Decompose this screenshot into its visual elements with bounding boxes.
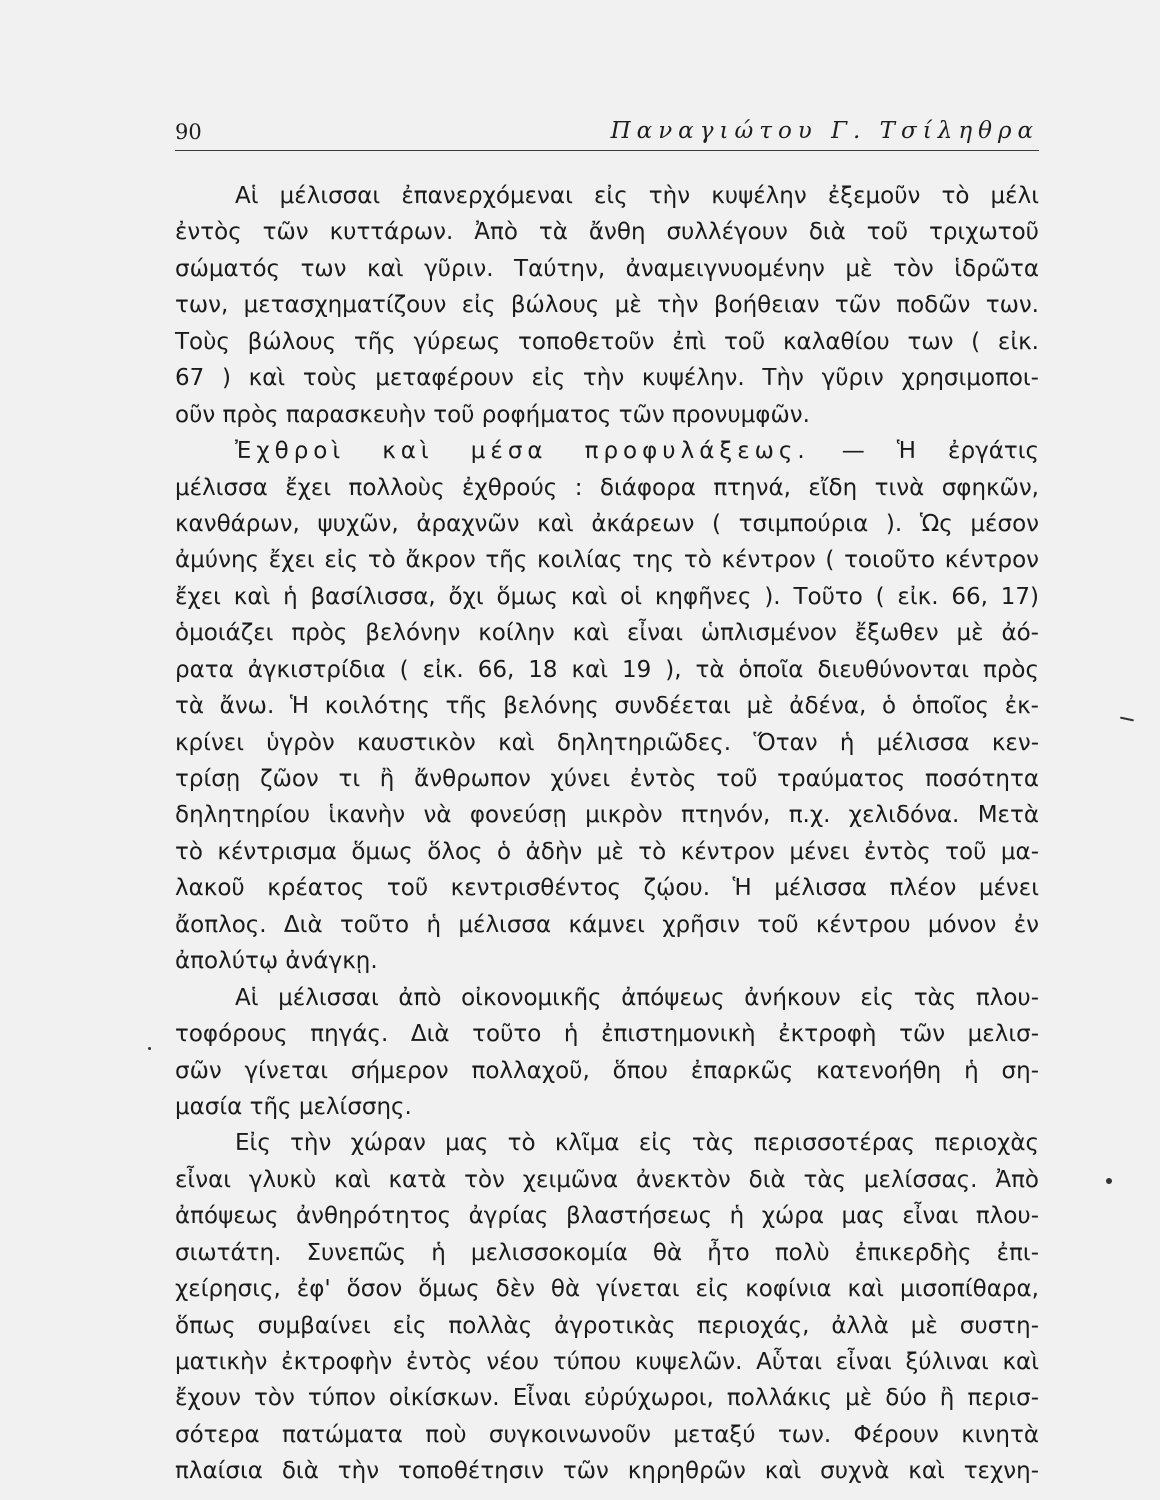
text-line: κανθάρων, ψυχῶν, ἀραχνῶν καὶ ἀκάρεων ( τσιμπούρια ). Ὡς μέσον xyxy=(175,510,1039,537)
text-line: χείρησις, ἐφ' ὅσον ὅμως δὲν θὰ γίνεται εἰς κοφίνια καὶ μισοπίθαρα, xyxy=(175,1276,1039,1303)
text-line: οῦν πρὸς παρασκευὴν τοῦ ροφήματος τῶν προνυμφῶν. xyxy=(175,401,810,428)
text-line: σῶν γίνεται σήμερον πολλαχοῦ, ὅπου ἐπαρκῶς κατενοήθη ἡ ση- xyxy=(175,1057,1039,1084)
text-line: μασία τῆς μελίσσης. xyxy=(175,1093,412,1120)
text-line: Τοὺς βώλους τῆς γύρεως τοποθετοῦν ἐπὶ τοῦ καλαθίου των ( εἰκ. xyxy=(175,328,1039,355)
text-line: τὰ ἄνω. Ἡ κοιλότης τῆς βελόνης συνδέεται μὲ ἀδένα, ὁ ὁποῖος ἐκ- xyxy=(175,693,1039,720)
body-text xyxy=(175,178,1039,1490)
text-line: σότερα πατώματα ποὺ συγκοινωνοῦν μεταξύ των. Φέρουν κινητὰ xyxy=(175,1421,1039,1448)
text-line: ἔχει καὶ ἡ βασίλισσα, ὄχι ὅμως καὶ οἱ κηφῆνες ). Τοῦτο ( εἰκ. 66, 17) xyxy=(175,583,1039,610)
text-line: τοφόρους πηγάς. Διὰ τοῦτο ἡ ἐπιστημονικὴ ἐκτροφὴ τῶν μελισ- xyxy=(175,1021,1039,1048)
page-number: 90 xyxy=(175,120,202,144)
section-heading: Ἐχθροὶ καὶ μέσα προφυλάξεως. xyxy=(235,438,810,465)
text-line: εἶναι γλυκὺ καὶ κατὰ τὸν χειμῶνα ἀνεκτὸν διὰ τὰς μελίσσας. Ἀπὸ xyxy=(175,1166,1039,1193)
text-line: τρίσῃ ζῶον τι ἢ ἄνθρωπον χύνει ἐντὸς τοῦ τραύματος ποσότητα xyxy=(175,766,1039,792)
text-line: ὁμοιάζει πρὸς βελόνην κοίλην καὶ εἶναι ὡπλισμένον ἔξωθεν μὲ ἀό- xyxy=(175,620,1039,647)
text-line: ἀπολύτῳ ἀνάγκῃ. xyxy=(175,948,378,975)
text-line: ἔχουν τὸν τύπον οἰκίσκων. Εἶναι εὐρύχωροι, πολλάκις μὲ δύο ἢ περισ- xyxy=(175,1385,1039,1412)
text-line: ματικὴν ἐκτροφὴν ἐντὸς νέου τύπου κυψελῶν. Αὗται εἶναι ξύλιναι καὶ xyxy=(175,1349,1039,1375)
text-line: 67 ) καὶ τοὺς μεταφέρουν εἰς τὴν κυψέλην. Τὴν γῦριν χρησιμοποι- xyxy=(175,365,1039,392)
scan-speck xyxy=(148,1047,151,1050)
scan-speck xyxy=(1120,717,1134,721)
heading-continuation: — Ἡ ἐργάτις xyxy=(841,438,1039,465)
text-line: ἀμύνης ἔχει εἰς τὸ ἄκρον τῆς κοιλίας της τὸ κέντρον ( τοιοῦτο κέντρον xyxy=(175,547,1039,574)
text-line: ὅπως συμβαίνει εἰς πολλὰς ἀγροτικὰς περιοχάς, ἀλλὰ μὲ συστη- xyxy=(175,1312,1039,1339)
text-line: σιωτάτη. Συνεπῶς ἡ μελισσοκομία θὰ ἦτο πολὺ ἐπικερδὴς ἐπι- xyxy=(175,1239,1039,1266)
text-line: Αἱ μέλισσαι ἐπανερχόμεναι εἰς τὴν κυψέλην ἐξεμοῦν τὸ μέλι xyxy=(235,183,1039,209)
text-line: ρατα ἀγκιστρίδια ( εἰκ. 66, 18 καὶ 19 ), τὰ ὁποῖα διευθύνονται πρὸς xyxy=(175,656,1039,683)
text-line: Αἱ μέλισσαι ἀπὸ οἰκονομικῆς ἀπόψεως ἀνήκουν εἰς τὰς πλου- xyxy=(235,984,1039,1011)
text-line: ἄοπλος. Διὰ τοῦτο ἡ μέλισσα κάμνει χρῆσιν τοῦ κέντρου μόνον ἐν xyxy=(175,911,1039,938)
text-line: ἀπόψεως ἀνθηρότητος ἀγρίας βλαστήσεως ἡ χώρα μας εἶναι πλου- xyxy=(175,1203,1039,1230)
text-line: πλαίσια διὰ τὴν τοποθέτησιν τῶν κηρηθρῶν καὶ συχνὰ καὶ τεχνη- xyxy=(175,1458,1039,1485)
running-header xyxy=(175,118,1039,151)
text-line: Εἰς τὴν χώραν μας τὸ κλῖμα εἰς τὰς περισσοτέρας περιοχὰς xyxy=(235,1130,1039,1157)
text-line xyxy=(175,433,1039,469)
text-line: τὸ κέντρισμα ὅμως ὅλος ὁ ἀδὴν μὲ τὸ κέντρον μένει ἐντὸς τοῦ μα- xyxy=(175,838,1039,865)
text-line: σώματός των καὶ γῦριν. Ταύτην, ἀναμειγνυομένην μὲ τὸν ἱδρῶτα xyxy=(175,255,1039,282)
running-title: Παναγιώτου Γ. Τσίληθρα xyxy=(610,118,1039,144)
text-line: μέλισσα ἔχει πολλοὺς ἐχθρούς : διάφορα πτηνά, εἴδη τινὰ σφηκῶν, xyxy=(175,474,1039,501)
text-line: κρίνει ὑγρὸν καυστικὸν καὶ δηλητηριῶδες. Ὅταν ἡ μέλισσα κεν- xyxy=(175,729,1039,756)
text-line: ἐντὸς τῶν κυττάρων. Ἀπὸ τὰ ἄνθη συλλέγουν διὰ τοῦ τριχωτοῦ xyxy=(175,219,1039,246)
text-line: δηλητηρίου ἱκανὴν νὰ φονεύσῃ μικρὸν πτηνόν, π.χ. χελιδόνα. Μετὰ xyxy=(175,802,1039,829)
text-line: των, μετασχηματίζουν εἰς βώλους μὲ τὴν βοήθειαν τῶν ποδῶν των. xyxy=(175,292,1039,319)
scan-speck xyxy=(1106,1178,1112,1184)
text-line: λακοῦ κρέατος τοῦ κεντρισθέντος ζῴου. Ἡ μέλισσα πλέον μένει xyxy=(175,875,1039,902)
